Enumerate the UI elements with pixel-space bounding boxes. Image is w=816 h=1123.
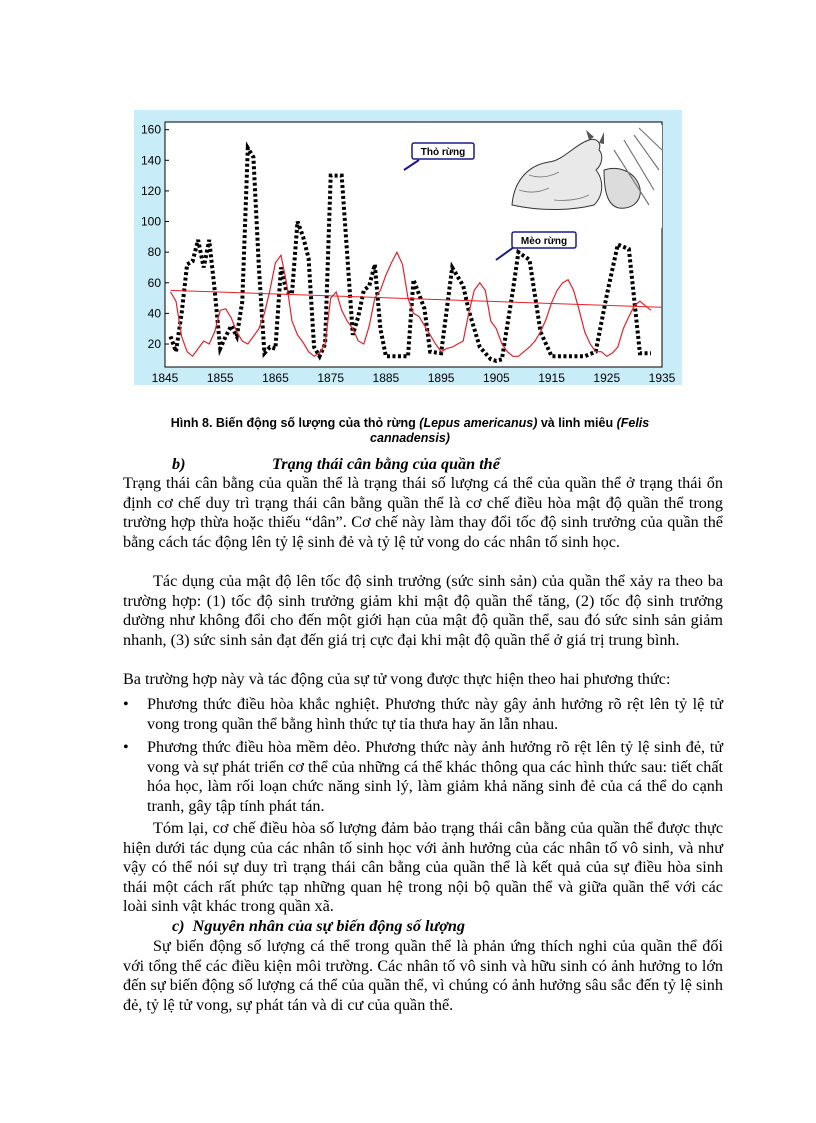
x-tick-label: 1905 — [482, 371, 510, 385]
x-tick-label: 1845 — [151, 371, 179, 385]
y-tick-label: 20 — [147, 337, 161, 352]
section-c-title: Nguyên nhân của sự biến động số lượng — [192, 917, 465, 935]
annotation-tho-rung-label: Thỏ rừng — [420, 147, 466, 158]
caption-middle: và linh miêu — [537, 416, 617, 430]
y-tick-label: 160 — [140, 122, 161, 137]
caption-scientific-name-2: (Felis cannadensis) — [370, 416, 650, 445]
figure-caption — [150, 416, 670, 446]
section-b-paragraph-4: Tóm lại, cơ chế điều hòa số lượng đảm bảo trạng thái cân bằng của quần thể được thực hiện dưới tác dụng của các nhân tố sinh học với ảnh hưởng của các nhân tố vô sinh, và như vậy có thể nói sự duy trì trạng thái cân bằng của quần thể là kết quả của sự điều hòa sinh thái một cách rất phức tạp những quan hệ trong nội bộ quần thể và giữa quần thể với các loài sinh vật khác trong quần xã. — [123, 819, 723, 915]
bullet-list — [123, 695, 723, 820]
bullet-item — [123, 695, 723, 734]
bullet-item — [123, 738, 723, 816]
y-tick-label: 40 — [147, 306, 161, 321]
lynx-hare-illustration — [506, 125, 662, 228]
section-b-paragraph-3: Ba trường hợp này và tác động của sự tử vong được thực hiện theo hai phương thức: — [123, 670, 671, 688]
y-tick-label: 60 — [147, 275, 161, 290]
x-tick-label: 1855 — [206, 371, 234, 385]
section-c-letter: c) — [172, 917, 185, 935]
section-c-paragraph-1: Sự biến động số lượng cá thể trong quần thể là phản ứng thích nghi của quần thể đối với tổng thể các điều kiện môi trường. Các nhân tố vô sinh và hữu sinh có ảnh hưởng to lớn đến sự biến động số lượng cá thể của quần thể, vì chúng có ảnh hưởng sâu sắc đến tỷ lệ sinh đẻ, tỷ lệ tử vong, sự phát tán và di cư của quần thể. — [123, 937, 723, 1014]
x-tick-label: 1915 — [538, 371, 565, 385]
section-b-paragraph-1: Trạng thái cân bằng của quần thể là trạng thái số lượng cá thể của quần thể ở trạng thái ổn định cơ chế duy trì trạng thái cân bằng quần thể là cơ chế điều hòa mật độ quần thể trong trường hợp thừa hoặc thiếu “dân”. Cơ chế này làm thay đổi tốc độ sinh trưởng của quần thể bằng cách tác động lên tỷ lệ sinh đẻ và tỷ lệ tử vong do các nhân tố sinh học. — [123, 474, 723, 551]
x-tick-label: 1865 — [262, 371, 289, 385]
y-tick-label: 140 — [140, 153, 161, 168]
section-b-paragraph-2: Tác dụng của mật độ lên tốc độ sinh trưởng (sức sinh sản) của quần thể xảy ra theo ba trường hợp: (1) tốc độ sinh trưởng giảm khi mật độ quần thể tăng, (2) tốc độ sinh trưởng dường như không đổi cho đến một giới hạn của mật độ quần thể, sau đó sức sinh sản giảm nhanh, (3) sức sinh sản đạt đến giá trị cực đại khi mật độ quần thể ở giá trị trung bình. — [123, 572, 723, 649]
x-tick-label: 1895 — [427, 371, 455, 385]
population-chart — [134, 110, 682, 385]
bullet-text: Phương thức điều hòa khắc nghiệt. Phương thức này gây ảnh hưởng rõ rệt lên tỷ lệ tử vong trong quần thể bằng hình thức tự tỉa thưa hay ăn lẫn nhau. — [147, 695, 723, 733]
y-tick-label: 100 — [140, 214, 161, 229]
bullet-marker: • — [123, 738, 129, 756]
section-b-title: Trạng thái cân bằng của quần thể — [272, 455, 500, 473]
x-tick-label: 1885 — [372, 371, 400, 385]
bullet-marker: • — [123, 695, 129, 713]
y-tick-label: 80 — [147, 245, 161, 260]
caption-prefix: Hình 8. Biến động số lượng của thỏ rừng — [170, 416, 420, 430]
y-tick-label: 120 — [140, 183, 161, 198]
section-b-letter: b) — [172, 455, 186, 473]
bullet-text: Phương thức điều hòa mềm dẻo. Phương thức này ảnh hưởng rõ rệt lên tỷ lệ sinh đẻ, tử vong và sự phát triển cơ thể của những cá thể khác thông qua các hình thức sau: tiết chất hóa học, làm rối loạn chức năng sinh lý, làm giảm khả năng sinh đẻ của cá thể do cạnh tranh, gây tập tính phát tán. — [147, 738, 723, 815]
x-tick-label: 1875 — [317, 371, 345, 385]
x-tick-label: 1925 — [593, 371, 621, 385]
annotation-meo-rung-label: Mèo rừng — [520, 236, 568, 247]
section-c-heading — [172, 917, 465, 936]
caption-scientific-name-1: (Lepus americanus) — [419, 416, 538, 430]
x-tick-label: 1935 — [648, 371, 676, 385]
